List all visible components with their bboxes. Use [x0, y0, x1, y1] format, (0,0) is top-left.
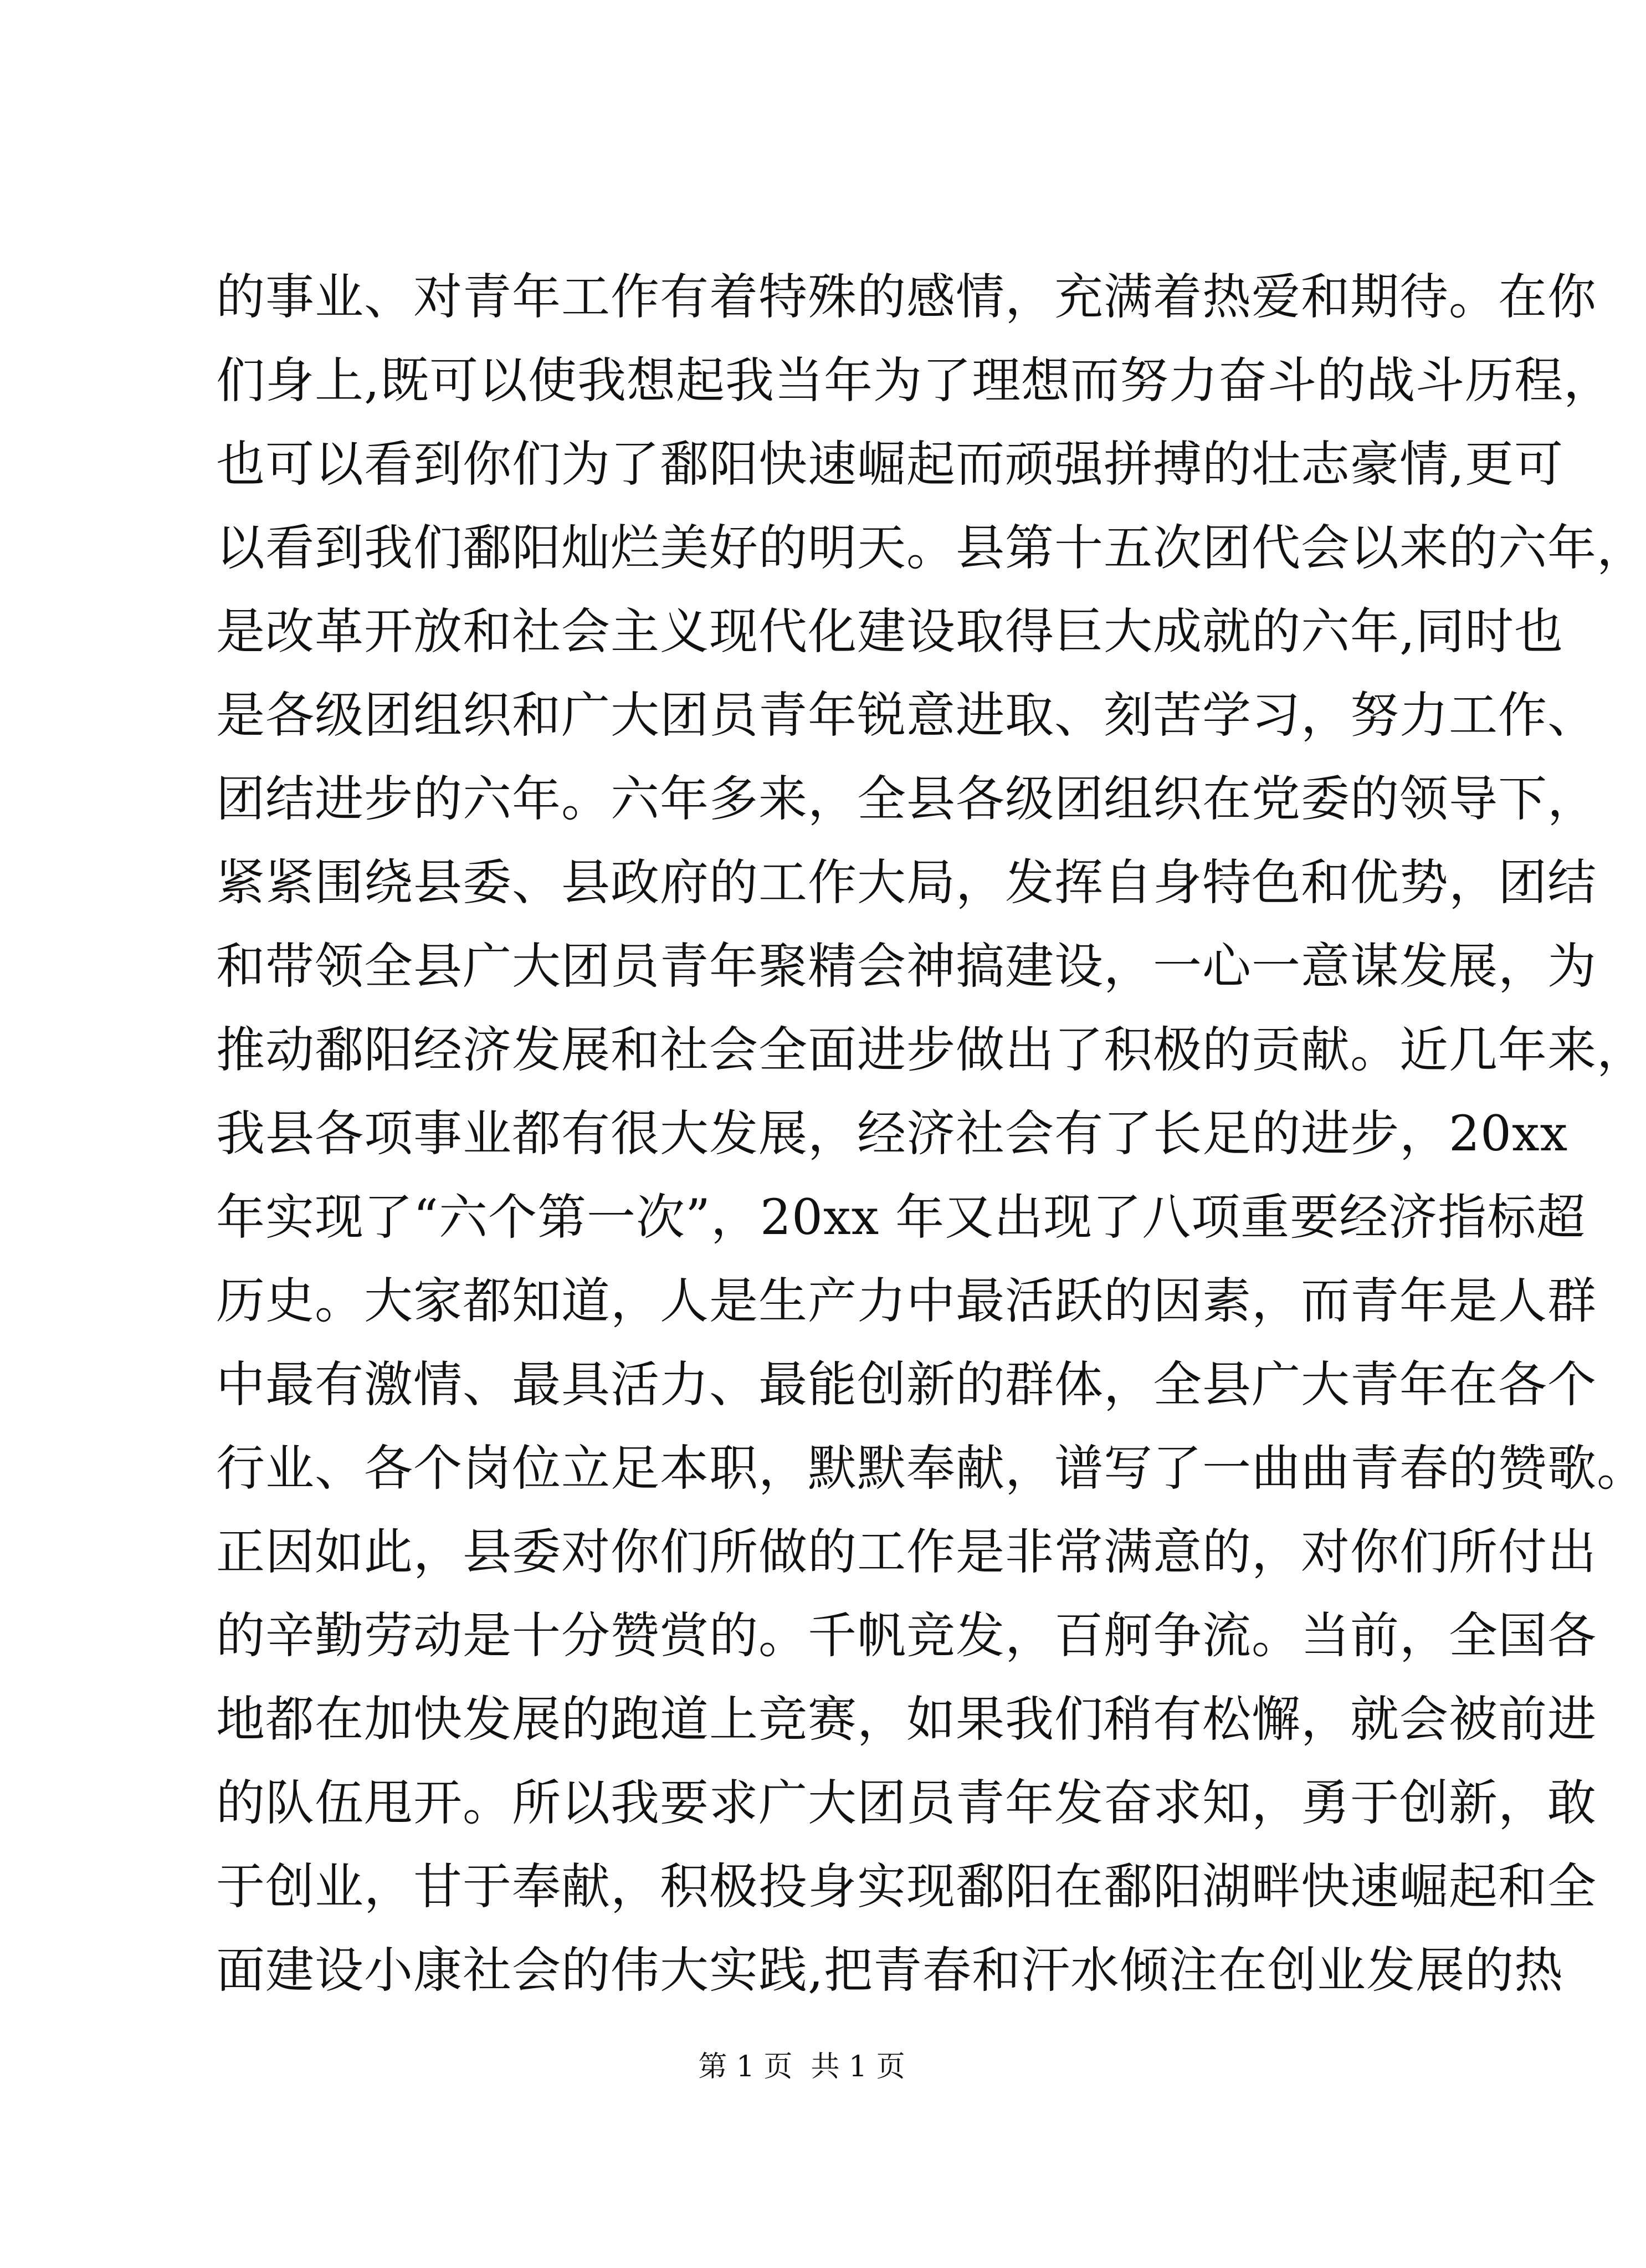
text-line: 也可以看到你们为了鄱阳快速崛起而顽强拼搏的壮志豪情,更可 — [216, 436, 1563, 493]
body-text — [216, 255, 1646, 2012]
text-line: 们身上,既可以使我想起我当年为了理想而努力奋斗的战斗历程， — [216, 352, 1613, 409]
page-number-footer: 第 1 页 共 1 页 — [698, 2050, 905, 2083]
text-line: 正因如此，县委对你们所做的工作是非常满意的，对你们所付出 — [216, 1523, 1597, 1580]
text-line: 团结进步的六年。六年多来，全县各级团组织在党委的领导下， — [216, 770, 1597, 827]
text-line: 年实现了“六个第一次”，20xx 年又出现了八项重要经济指标超 — [216, 1189, 1586, 1246]
text-line: 是各级团组织和广大团员青年锐意进取、刻苦学习，努力工作、 — [216, 687, 1597, 744]
text-line: 的辛勤劳动是十分赞赏的。千帆竞发，百舸争流。当前，全国各 — [216, 1607, 1597, 1664]
text-line: 推动鄱阳经济发展和社会全面进步做出了积极的贡献。近几年来， — [216, 1021, 1646, 1078]
text-line: 的队伍甩开。所以我要求广大团员青年发奋求知，勇于创新，敢 — [216, 1774, 1597, 1831]
text-line: 以看到我们鄱阳灿烂美好的明天。县第十五次团代会以来的六年， — [216, 519, 1646, 576]
text-line: 历史。大家都知道，人是生产力中最活跃的因素，而青年是人群 — [216, 1272, 1597, 1329]
text-line: 于创业，甘于奉献，积极投身实现鄱阳在鄱阳湖畔快速崛起和全 — [216, 1858, 1597, 1915]
text-line: 地都在加快发展的跑道上竞赛，如果我们稍有松懈，就会被前进 — [216, 1691, 1597, 1748]
text-line: 面建设小康社会的伟大实践,把青春和汗水倾注在创业发展的热 — [216, 1942, 1563, 1999]
text-line: 中最有激情、最具活力、最能创新的群体，全县广大青年在各个 — [216, 1356, 1597, 1413]
text-line: 行业、各个岗位立足本职，默默奉献，谱写了一曲曲青春的赞歌。 — [216, 1440, 1646, 1497]
text-line: 我县各项事业都有很大发展，经济社会有了长足的进步，20xx — [216, 1105, 1568, 1162]
text-line: 是改革开放和社会主义现代化建设取得巨大成就的六年,同时也 — [216, 603, 1563, 660]
text-line: 紧紧围绕县委、县政府的工作大局，发挥自身特色和优势，团结 — [216, 854, 1597, 911]
text-line: 的事业、对青年工作有着特殊的感情，充满着热爱和期待。在你 — [216, 268, 1597, 325]
text-line: 和带领全县广大团员青年聚精会神搞建设，一心一意谋发展，为 — [216, 938, 1597, 995]
